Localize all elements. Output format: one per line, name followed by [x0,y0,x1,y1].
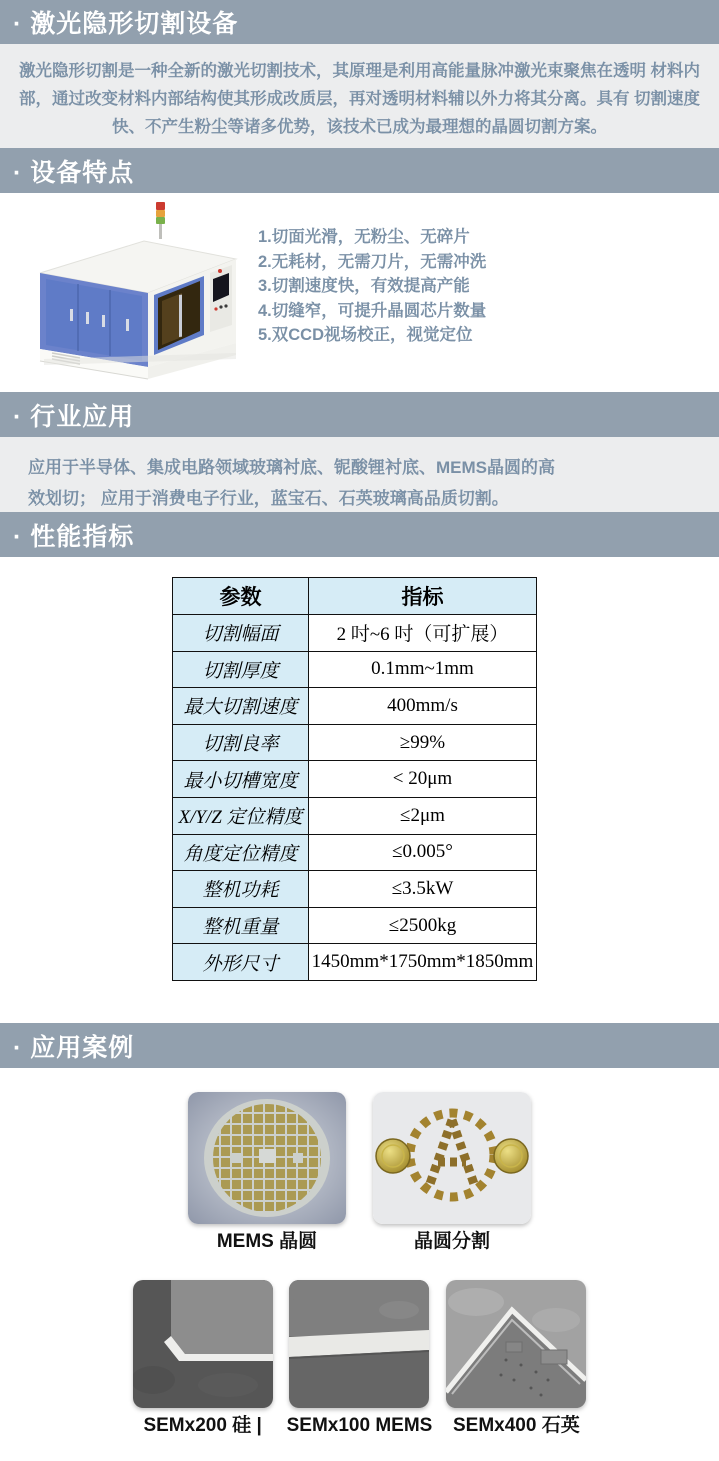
section-header-specs [0,512,719,557]
spec-param: 切割厚度 [173,651,309,688]
sem-quartz-corner-photo [446,1280,586,1408]
spec-param: 整机功耗 [173,871,309,908]
spec-row [173,834,537,871]
feature-item-1: 1.切面光滑，无粉尘、无碎片 [258,228,470,246]
section-header-applications [0,392,719,437]
feature-item-2: 2.无耗材，无需刀片，无需冲洗 [258,252,487,271]
applications-line-2: 效划切； 应用于消费电子行业，蓝宝石、石英玻璃高品质切割。 [28,489,509,508]
specs-table [172,577,537,981]
intro-line-3: 快、不产生粉尘等诸多优势，该技术已成为最理想的晶圆切割方案。 [112,118,607,136]
case-figure [446,1280,586,1438]
spec-value: ≤2μm [309,797,537,834]
machine-illustration [30,199,252,381]
sem-caption: SEMx400 石英 [452,1415,580,1436]
spec-value: ≤2500kg [309,907,537,944]
sem-caption: SEMx200 硅 | [143,1415,262,1436]
intro-paragraph [0,44,719,148]
section-header-intro [0,0,719,44]
intro-line-1: 激光隐形切割是一种全新的激光切割技术，其原理是利用高能量脉冲激光束聚焦在透明 材料内 [18,62,701,80]
spec-value: 400mm/s [309,688,537,725]
section-title-applications: · 行业应用 [13,402,135,431]
wafer-photo-row [0,1068,719,1254]
wafer-caption: 晶圆分割 [413,1231,490,1252]
spec-param: X/Y/Z 定位精度 [173,797,309,834]
section-title-features: · 设备特点 [13,158,135,187]
specs-header-param: 参数 [173,578,309,615]
spec-row [173,761,537,798]
spec-value: < 20μm [309,761,537,798]
laser-cutting-machine-photo [30,199,252,381]
spec-param: 切割良率 [173,724,309,761]
specs-header-value: 指标 [309,578,537,615]
spec-row [173,797,537,834]
specs-section [0,577,719,1023]
spec-row [173,688,537,725]
specs-header-row [173,578,537,615]
mems-wafer-photo [188,1092,346,1224]
spec-row [173,871,537,908]
spec-param: 外形尺寸 [173,944,309,981]
spec-param: 最大切割速度 [173,688,309,725]
spec-row [173,615,537,652]
spec-value: ≤3.5kW [309,871,537,908]
feature-item-4: 4.切缝窄，可提升晶圆芯片数量 [258,301,487,320]
feature-list [258,225,486,348]
feature-item-5: 5.双CCD视场校正，视觉定位 [258,326,473,345]
case-figure [188,1092,346,1254]
spec-value: ≤0.005° [309,834,537,871]
spec-value: ≥99% [309,724,537,761]
section-title-intro: · 激光隐形切割设备 [13,10,239,38]
section-title-cases: · 应用案例 [13,1033,135,1062]
wafer-dicing-photo [373,1092,531,1224]
section-header-cases [0,1023,719,1068]
sem-mems-kerf-photo [289,1280,429,1408]
spec-row [173,944,537,981]
feature-item-3: 3.切割速度快，有效提高产能 [258,277,470,296]
spec-param: 角度定位精度 [173,834,309,871]
features-section [0,193,719,392]
applications-line-1: 应用于半导体、集成电路领域玻璃衬底、铌酸锂衬底、MEMS晶圆的高 [28,458,555,477]
spec-value: 2 吋~6 吋（可扩展） [309,615,537,652]
spec-row [173,724,537,761]
applications-paragraph [0,437,719,512]
cases-section [0,1068,719,1461]
sem-silicon-edge-photo [133,1280,273,1408]
sem-photo-row [0,1254,719,1438]
spec-value: 0.1mm~1mm [309,651,537,688]
spec-row [173,907,537,944]
wafer-caption: MEMS 晶圆 [216,1231,318,1252]
spec-param: 最小切槽宽度 [173,761,309,798]
spec-param: 整机重量 [173,907,309,944]
spec-row [173,651,537,688]
case-figure [287,1280,433,1438]
spec-value: 1450mm*1750mm*1850mm [309,944,537,981]
case-figure [133,1280,273,1438]
section-title-specs: · 性能指标 [13,522,135,551]
section-header-features [0,148,719,193]
case-figure [373,1092,531,1254]
sem-caption: SEMx100 MEMS [286,1415,433,1436]
intro-line-2: 部，通过改变材料内部结构使其形成改质层，再对透明材料辅以外力将其分离。具有 切割速度 [18,90,701,108]
spec-param: 切割幅面 [173,615,309,652]
